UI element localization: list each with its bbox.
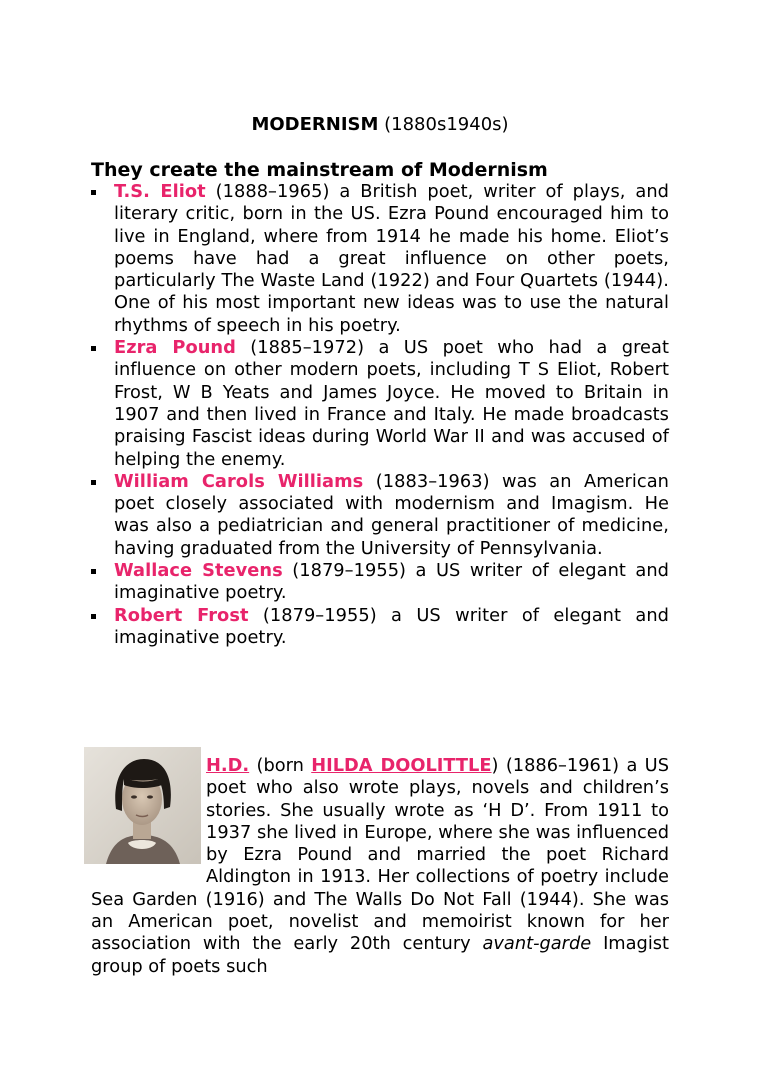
list-item [91,471,669,560]
title-period: (1880s1940s) [384,114,509,135]
list-item [91,560,669,605]
hd-bio-text-end: Imagist group of poets such [91,933,669,977]
bullet-icon [91,190,96,195]
bullet-icon [91,346,96,351]
poet-name: William Carols Williams [114,470,364,492]
hd-link[interactable]: H.D. [206,755,250,776]
poet-description: (1885–1972) a US poet who had a great influence on other modern poets, including T S Eliot, Robert Frost, W B Yeats and James Joyce. He moved to Britain in 1907 and then lived in France and Italy. He made broadcasts praising Fascist ideas during World War II and was accused of helping the enemy. [114,337,669,470]
bullet-icon [91,569,96,574]
poet-description: (1879–1955) a US writer of elegant and imaginative poetry. [114,604,669,648]
list-item [91,605,669,650]
hd-paragraph [91,755,669,978]
title-main: MODERNISM [251,114,379,135]
hilda-doolittle-link[interactable]: HILDA DOOLITTLE [311,755,492,776]
bullet-icon [91,614,96,619]
list-item [91,181,669,337]
poet-name: Robert Frost [114,604,249,626]
bullet-icon [91,480,96,485]
list-item [91,337,669,471]
section-heading: They create the mainstream of Modernism [91,159,548,181]
poet-name: Wallace Stevens [114,560,283,582]
poet-name: T.S. Eliot [114,181,206,202]
hd-born-text: (born [249,755,312,776]
poet-list [91,181,669,649]
hilda-doolittle-portrait [84,747,201,864]
poet-name: Ezra Pound [114,337,236,359]
hd-italic-term: avant-garde [482,933,592,955]
poet-description: (1879–1955) a US writer of elegant and imaginative poetry. [114,560,669,604]
portrait-photo-icon [84,747,201,864]
page-title [91,113,669,137]
poet-description: (1883–1963) was an American poet closely associated with modernism and Imagism. He was also a pediatrician and general practitioner of medicine, having graduated from the University of Pennsylvania. [114,470,669,559]
hd-bio-text: ) (1886–1961) a US poet who also wrote plays, novels and children’s stories. She usually wrote as ‘H D’. From 1911 to 1937 she lived in Europe, where she was influenced by Ezra Pound and married the poet Richard Aldington in 1913. Her collections of poetry include Sea Garden (1916) and The Walls Do Not Fall (1944). She was an American poet, novelist and memoirist known for her association with the early 20th century [91,755,669,955]
poet-description: (1888–1965) a British poet, writer of plays, and literary critic, born in the US. Ezra Pound encouraged him to live in England, where from 1914 he made his home. Eliot’s poems have had a great influence on other poets, particularly The Waste Land (1922) and Four Quartets (1944). One of his most important new ideas was to use the natural rhythms of speech in his poetry. [114,181,669,336]
